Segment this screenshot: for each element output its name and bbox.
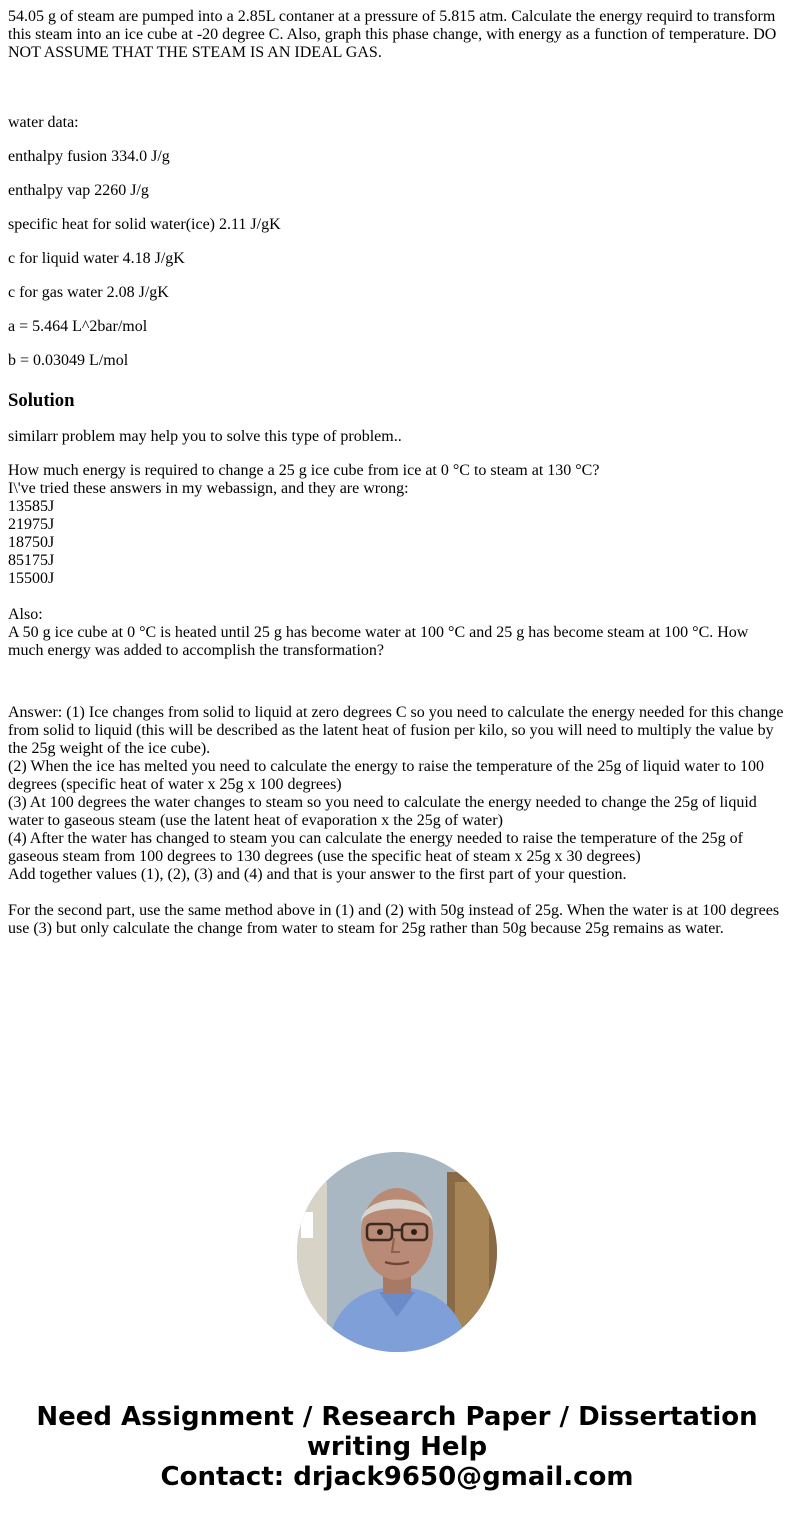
solution-heading: Solution xyxy=(8,390,75,411)
answer-second-part: For the second part, use the same method above in (1) and (2) with 50g instead of 25g. When the water is at 100 degrees use (3) but only calculate the change from water to steam for 25g rather than 50g because 25g remains as water. xyxy=(8,902,780,937)
avatar-photo-icon xyxy=(297,1152,497,1352)
water-data-item: c for liquid water 4.18 J/gK xyxy=(8,250,185,267)
wrong-answer: 13585J xyxy=(8,498,55,515)
example-question: How much energy is required to change a 25 g ice cube from ice at 0 °C to steam at 130 °C? xyxy=(8,462,600,479)
water-data-heading: water data: xyxy=(8,114,79,131)
answer-summary: Add together values (1), (2), (3) and (4) and that is your answer to the first part of your question. xyxy=(8,866,627,883)
answer-step-2: (2) When the ice has melted you need to calculate the energy to raise the temperature of the 25g of liquid water to 100 degrees (specific heat of water x 25g x 100 degrees) xyxy=(8,758,765,793)
wrong-answer: 18750J xyxy=(8,534,55,551)
water-data-item: b = 0.03049 L/mol xyxy=(8,352,129,369)
promo-text xyxy=(0,1402,794,1492)
question-text: 54.05 g of steam are pumped into a 2.85L contaner at a pressure of 5.815 atm. Calculate the energy requird to transform this steam into an ice cube at -20 degree C. Also, graph this phase change, with energy as a function of temperature. DO NOT ASSUME THAT THE STEAM IS AN IDEAL GAS. xyxy=(8,8,777,61)
example-note: I\'ve tried these answers in my webassign, and they are wrong: xyxy=(8,480,409,497)
solution-body xyxy=(8,462,786,938)
also-question: A 50 g ice cube at 0 °C is heated until 25 g has become water at 100 °C and 25 g has become steam at 100 °C. How much energy was added to accomplish the transformation? xyxy=(8,624,749,659)
promo-contact[interactable]: Contact: drjack9650@gmail.com xyxy=(160,1462,634,1492)
wrong-answer: 21975J xyxy=(8,516,55,533)
answer-step-4: (4) After the water has changed to steam you can calculate the energy needed to raise the temperature of the 25g of gaseous steam from 100 degrees to 130 degrees (use the specific heat of steam x 25g x 30 degrees) xyxy=(8,830,743,865)
solution-intro: similarr problem may help you to solve this type of problem.. xyxy=(8,428,402,445)
water-data-item: a = 5.464 L^2bar/mol xyxy=(8,318,148,335)
wrong-answer: 15500J xyxy=(8,570,55,587)
water-data-item: c for gas water 2.08 J/gK xyxy=(8,284,169,301)
wrong-answer: 85175J xyxy=(8,552,55,569)
answer-step-1: Answer: (1) Ice changes from solid to liquid at zero degrees C so you need to calculate the energy needed for this change from solid to liquid (this will be described as the latent heat of fusion per kilo, so you will need to multiply the value by the 25g weight of the ice cube). xyxy=(8,704,784,757)
promo-line-1: Need Assignment / Research Paper / Dissertation xyxy=(36,1402,758,1432)
answer-step-3: (3) At 100 degrees the water changes to steam so you need to calculate the energy needed to change the 25g of liquid water to gaseous steam (use the latent heat of evaporation x the 25g of water) xyxy=(8,794,757,829)
promo-line-2: writing Help xyxy=(306,1432,488,1462)
water-data-item: specific heat for solid water(ice) 2.11 J/gK xyxy=(8,216,281,233)
water-data-item: enthalpy fusion 334.0 J/g xyxy=(8,148,170,165)
water-data-item: enthalpy vap 2260 J/g xyxy=(8,182,149,199)
promo-banner xyxy=(0,1152,794,1492)
avatar xyxy=(297,1152,497,1352)
also-label: Also: xyxy=(8,606,43,623)
